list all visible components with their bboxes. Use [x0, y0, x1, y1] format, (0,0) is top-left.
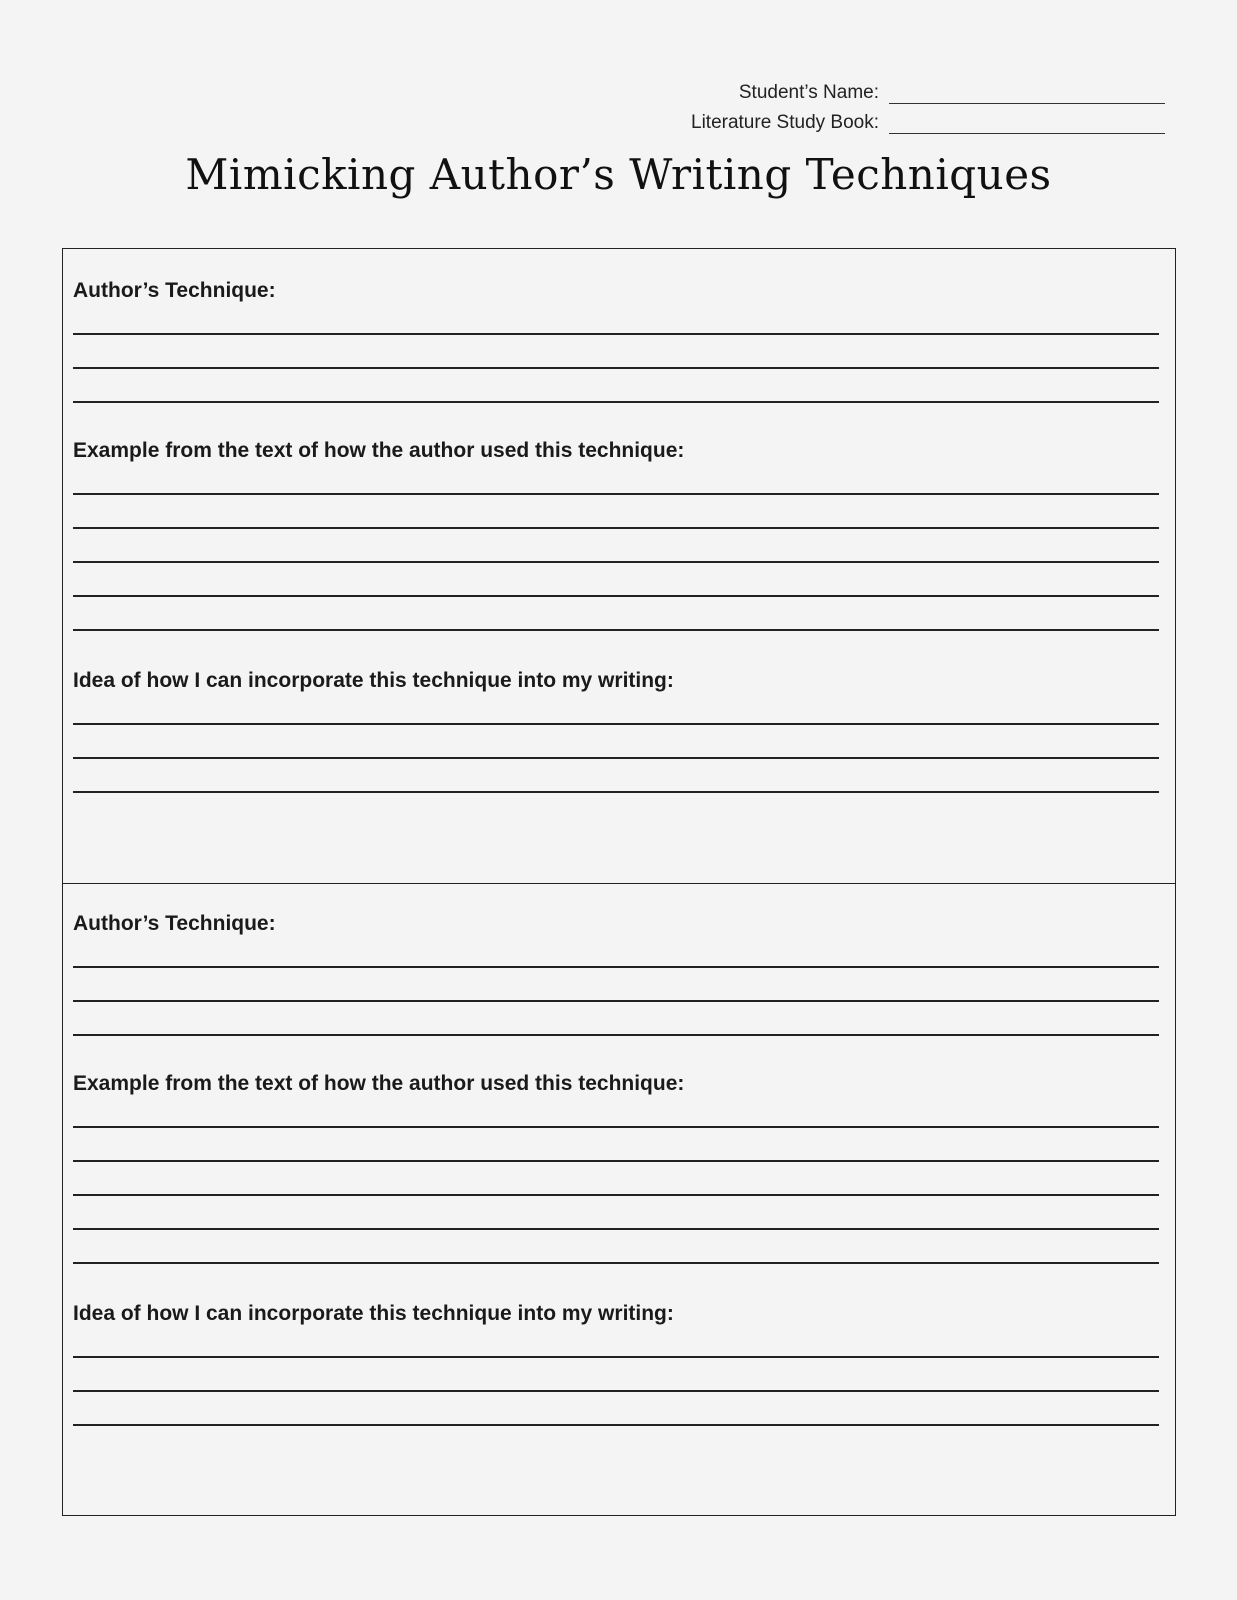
student-name-row — [605, 74, 1165, 104]
example-write-line[interactable] — [73, 493, 1159, 495]
example-write-line[interactable] — [73, 629, 1159, 631]
example-label: Example from the text of how the author used this technique: — [73, 1072, 685, 1095]
example-write-line[interactable] — [73, 1160, 1159, 1162]
technique-write-line[interactable] — [73, 401, 1159, 403]
technique-write-line[interactable] — [73, 333, 1159, 335]
example-write-line[interactable] — [73, 527, 1159, 529]
idea-label: Idea of how I can incorporate this technique into my writing: — [73, 669, 674, 692]
literature-book-label: Literature Study Book: — [691, 112, 879, 133]
example-write-line[interactable] — [73, 595, 1159, 597]
technique-write-line[interactable] — [73, 1034, 1159, 1036]
technique-label: Author’s Technique: — [73, 279, 276, 302]
header-fields — [605, 74, 1165, 134]
literature-book-field[interactable] — [889, 111, 1165, 134]
example-write-line[interactable] — [73, 1262, 1159, 1264]
example-label: Example from the text of how the author used this technique: — [73, 439, 685, 462]
example-write-line[interactable] — [73, 1228, 1159, 1230]
example-write-line[interactable] — [73, 561, 1159, 563]
worksheet-table — [62, 248, 1176, 1516]
idea-write-line[interactable] — [73, 723, 1159, 725]
technique-write-line[interactable] — [73, 367, 1159, 369]
literature-book-row — [605, 104, 1165, 134]
technique-label: Author’s Technique: — [73, 912, 276, 935]
student-name-label: Student’s Name: — [738, 82, 879, 103]
example-write-line[interactable] — [73, 1194, 1159, 1196]
idea-write-line[interactable] — [73, 791, 1159, 793]
idea-label: Idea of how I can incorporate this technique into my writing: — [73, 1302, 674, 1325]
technique-section-2 — [63, 883, 1175, 1517]
technique-write-line[interactable] — [73, 966, 1159, 968]
technique-section-1 — [63, 249, 1175, 883]
idea-write-line[interactable] — [73, 1424, 1159, 1426]
idea-write-line[interactable] — [73, 1390, 1159, 1392]
idea-write-line[interactable] — [73, 757, 1159, 759]
technique-write-line[interactable] — [73, 1000, 1159, 1002]
example-write-line[interactable] — [73, 1126, 1159, 1128]
idea-write-line[interactable] — [73, 1356, 1159, 1358]
page-title: Mimicking Author’s Writing Techniques — [185, 150, 1052, 199]
student-name-field[interactable] — [889, 81, 1165, 104]
